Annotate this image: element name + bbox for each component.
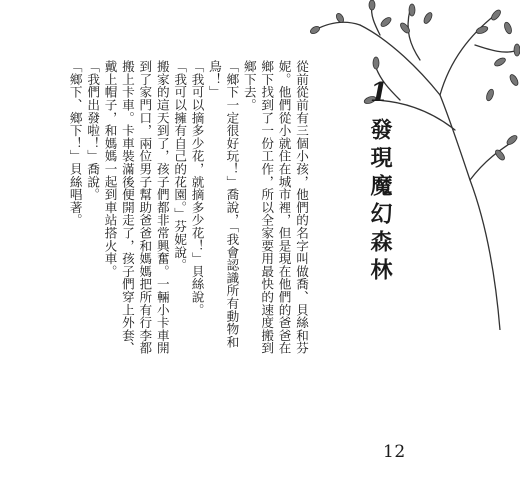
tree-branch-illustration — [300, 0, 520, 330]
paragraph-moving-day: 搬家的這天到了，孩子們都非常興奮。一輛小卡車開到了家門口，兩位男子幫助爸爸和媽媽把所有行李都搬上卡車。卡車裝滿後便開走了，孩子們穿上外套、戴上帽子，和媽媽一起到車站搭火車。 — [102, 60, 170, 355]
paragraph-bessie-singing: 「鄉下、鄉下！」貝絲唱著。 — [67, 60, 83, 227]
chapter-heading — [354, 78, 404, 308]
paragraph-bessie-dialogue: 「我可以摘多少花，就摘多少花！」貝絲說。 — [189, 60, 205, 316]
chapter-title: 發現魔幻森林 — [367, 118, 392, 286]
paragraph-fanny-dialogue: 「我可以擁有自己的花園。」芬妮說。 — [172, 60, 188, 272]
paragraph-jo-departure: 「我們出發啦！」喬說。 — [85, 60, 101, 201]
paragraph-jo-dialogue: 「鄉下一定很好玩！」喬說，「我會認識所有動物和鳥！」 — [206, 60, 240, 349]
chapter-number: 1 — [369, 78, 389, 108]
page-number: 12 — [383, 442, 406, 462]
story-text — [66, 60, 310, 358]
paragraph-intro: 從前從前有三個小孩，他們的名字叫做喬、貝絲和芬妮。他們從小就住在城市裡，但是現在他們的爸爸在鄉下找到了一份工作，所以全家要用最快的速度搬到鄉下去。 — [241, 60, 309, 355]
